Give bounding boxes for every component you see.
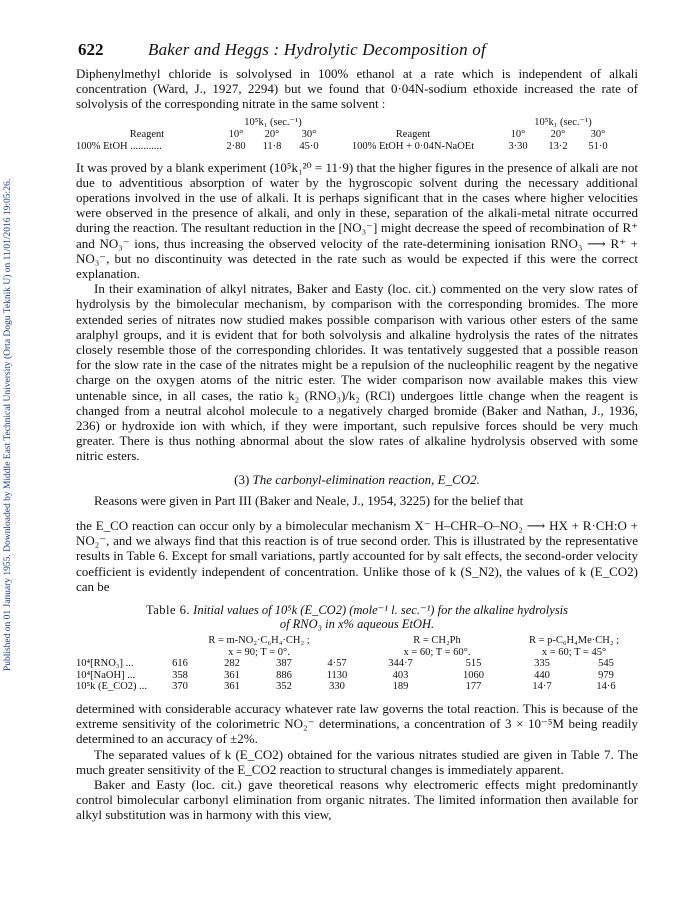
running-title: Baker and Heggs : Hydrolytic Decomposition of	[148, 40, 486, 59]
left-value-3: 45·0	[299, 140, 319, 152]
table-row	[76, 681, 638, 693]
table-6-caption-line-2: of RNO₃ in x% aqueous EtOH.	[279, 617, 435, 632]
paragraph-8: Baker and Easty (loc. cit.) gave theoretical reasons why electromeric effects might predominantly control bimolecular carbonyl elimination from organic nitrates. The limited information then available for alkyl substitution was in harmony with this view,	[76, 777, 638, 823]
table-cell: 361	[224, 669, 240, 681]
table-6-caption-line-1: Initial values of 10⁵k (E_CO2) (mole⁻¹ l. sec.⁻¹) for the alkaline hydrolysis	[193, 603, 569, 618]
paragraph-7: The separated values of k (E_CO2) obtained for the various nitrates studied are given in Table 7. The much greater sensitivity of the E_CO2 reaction to structural changes is immediately apparent.	[76, 746, 638, 777]
table-6-group-row	[76, 635, 638, 647]
table-6-caption	[76, 603, 638, 631]
group-2-r: R = CH₂Ph	[413, 635, 461, 647]
paragraph-2: It was proved by a blank experiment (10⁵k₁²⁰ = 11·9) that the higher figures in the presence of alkali are not due to adventitious absorption of water by the hygroscopic solvent during the necessary additional operations involved in the use of alkali. It is perhaps significant that in the cases where higher velocities were observed in the presence of alkali, and only in these, separation of the alkali-metal nitrate occurred during the reaction. The resultant reduction in the [NO₃⁻] might decrease the speed of recombination of R⁺ and NO₃⁻ ions, thus increasing the observed velocity of the rate-determining ionisation RNO₃ ⟶ R⁺ + NO₃⁻, but no discontinuity was detected in the rate such as would be expected if this were the correct explanation.	[76, 159, 638, 282]
group-1-cond: x = 90; T = 0°.	[228, 646, 290, 658]
table-cell: 335	[534, 658, 550, 670]
table-cell: 361	[224, 681, 240, 693]
table-cell: 330	[329, 681, 345, 693]
left-value-1: 2·80	[226, 140, 246, 152]
table-6	[76, 635, 638, 693]
article-body	[76, 66, 638, 823]
left-reagent-label: Reagent	[129, 128, 165, 140]
group-3-r: R = p-C₆H₄Me·CH₂ ;	[528, 635, 620, 647]
right-reagent-label: Reagent	[395, 128, 431, 140]
download-watermark: Published on 01 January 1955. Downloaded by Middle East Technical University (Orta Dogu Teknik U) on 11/01/2016 19:05:26.	[3, 178, 13, 672]
left-temp-1: 10°	[228, 128, 244, 140]
group-1-r: R = m-NO₂·C₆H₄·CH₂ ;	[208, 635, 310, 647]
table-cell: 177	[465, 681, 482, 693]
left-reagent: 100% EtOH ............	[76, 140, 162, 152]
row-label: 10⁴[NaOH] ...	[76, 669, 136, 681]
journal-page	[76, 40, 638, 823]
paragraph-5: the E_CO reaction can occur only by a bimolecular mechanism X⁻ H–CHR–O–NO₂ ⟶ HX + R·CH:O + NO₂⁻, and we always find that this reaction is of true second order. This is illustrated by the representative results in Table 6. Except for small variations, partly accounted for by salt effects, the second-order velocity coefficient is evidently independent of concentration. Unlike those of k (S_N2), the values of k (E_CO2) can be	[76, 518, 638, 594]
table-cell: 616	[172, 658, 188, 670]
table-cell: 979	[598, 669, 614, 681]
right-k-header: 10⁵k₁ (sec.⁻¹)	[534, 116, 592, 128]
table-cell: 1130	[326, 669, 348, 681]
paragraph-1: Diphenylmethyl chloride is solvolysed in 100% ethanol at a rate which is independent of alkali concentration (Ward, J., 1927, 2294) but we found that 0·04N-sodium ethoxide increased the rate of solvolysis of the corresponding nitrate in the same solvent :	[76, 66, 638, 112]
table-cell: 387	[276, 658, 292, 670]
paragraph-3: In their examination of alkyl nitrates, Baker and Easty (loc. cit.) commented on the very slow rates of hydrolysis by the bimolecular mechanism, by comparison with the corresponding bromides. The more extended series of nitrates now studied makes possible comparison with various other esters of the same aralphyl groups, and it is evident that for both solvolysis and alkaline hydrolysis the rates of the nitrates closely resemble those of the corresponding chlorides. It was tentatively suggested that a possible reason for the slow rate in the case of the nitrates might be a repulsion of the nucleophilic reagent by the negative charge on the oxygen atoms of the nitric ester. The wider comparison now available makes this view untenable since, in all cases, the ratio k₂ (RNO₃)/k₂ (RCl) undergoes little change when the reagent is changed from a neutral alcohol molecule to a negatively charged bromide (Baker and Nathan, J., 1936, 236) or hydroxide ion with which, if they were important, such repulsive forces should be very much greater. There is thus nothing abnormal about the slow rates of alkaline hydrolysis observed with some nitric esters.	[76, 281, 638, 464]
solvolysis-rate-table	[76, 117, 638, 153]
right-temp-2: 20°	[550, 128, 566, 140]
right-temp-3: 30°	[590, 128, 606, 140]
section-heading	[76, 472, 638, 487]
table-cell: 344·7	[388, 658, 413, 670]
page-number: 622	[78, 40, 104, 59]
table-cell: 440	[534, 669, 550, 681]
right-reagent: 100% EtOH + 0·04N-NaOEt	[351, 140, 475, 152]
table-cell: 358	[172, 669, 188, 681]
right-value-1: 3·30	[508, 140, 528, 152]
table-cell: 14·6	[596, 681, 616, 693]
table-cell: 352	[276, 681, 292, 693]
table-cell: 14·7	[532, 681, 552, 693]
section-number: (3)	[234, 471, 250, 487]
group-2-cond: x = 60; T = 60°.	[403, 646, 471, 658]
left-value-2: 11·8	[262, 140, 282, 152]
table-cell: 886	[276, 669, 292, 681]
table-cell: 282	[224, 658, 240, 670]
left-k-header: 10⁵k₁ (sec.⁻¹)	[244, 116, 302, 128]
table-row	[76, 658, 638, 670]
group-3-cond: x = 60; T = 45°	[541, 646, 607, 658]
table-cell: 1060	[463, 669, 484, 681]
table-cell: 515	[465, 658, 482, 670]
right-temp-1: 10°	[510, 128, 526, 140]
table-row	[76, 670, 638, 682]
table-6-label: Table 6.	[145, 603, 191, 618]
paragraph-4: Reasons were given in Part III (Baker and Neale, J., 1954, 3225) for the belief that	[94, 492, 524, 508]
row-label: 10⁵k (E_CO2) ...	[76, 681, 148, 693]
table-cell: 545	[598, 658, 614, 670]
table-cell: 4·57	[327, 658, 347, 670]
table-cell: 189	[392, 681, 409, 693]
running-head	[76, 40, 638, 66]
table-cell: 403	[392, 669, 409, 681]
section-title: The carbonyl-elimination reaction, E_CO2.	[252, 471, 480, 487]
left-temp-3: 30°	[301, 128, 317, 140]
right-value-3: 51·0	[588, 140, 608, 152]
table-cell: 370	[172, 681, 188, 693]
table-6-condition-row	[76, 647, 638, 659]
left-temp-2: 20°	[264, 128, 280, 140]
right-value-2: 13·2	[548, 140, 568, 152]
row-label: 10⁴[RNO₃] ...	[76, 658, 134, 670]
paragraph-6: determined with considerable accuracy whatever rate law governs the total reaction. This is because of the extreme sensitivity of the colorimetric NO₂⁻ determinations, a concentration of 3 × 10⁻⁵M being readily determined to an accuracy of ±2%.	[76, 701, 638, 747]
